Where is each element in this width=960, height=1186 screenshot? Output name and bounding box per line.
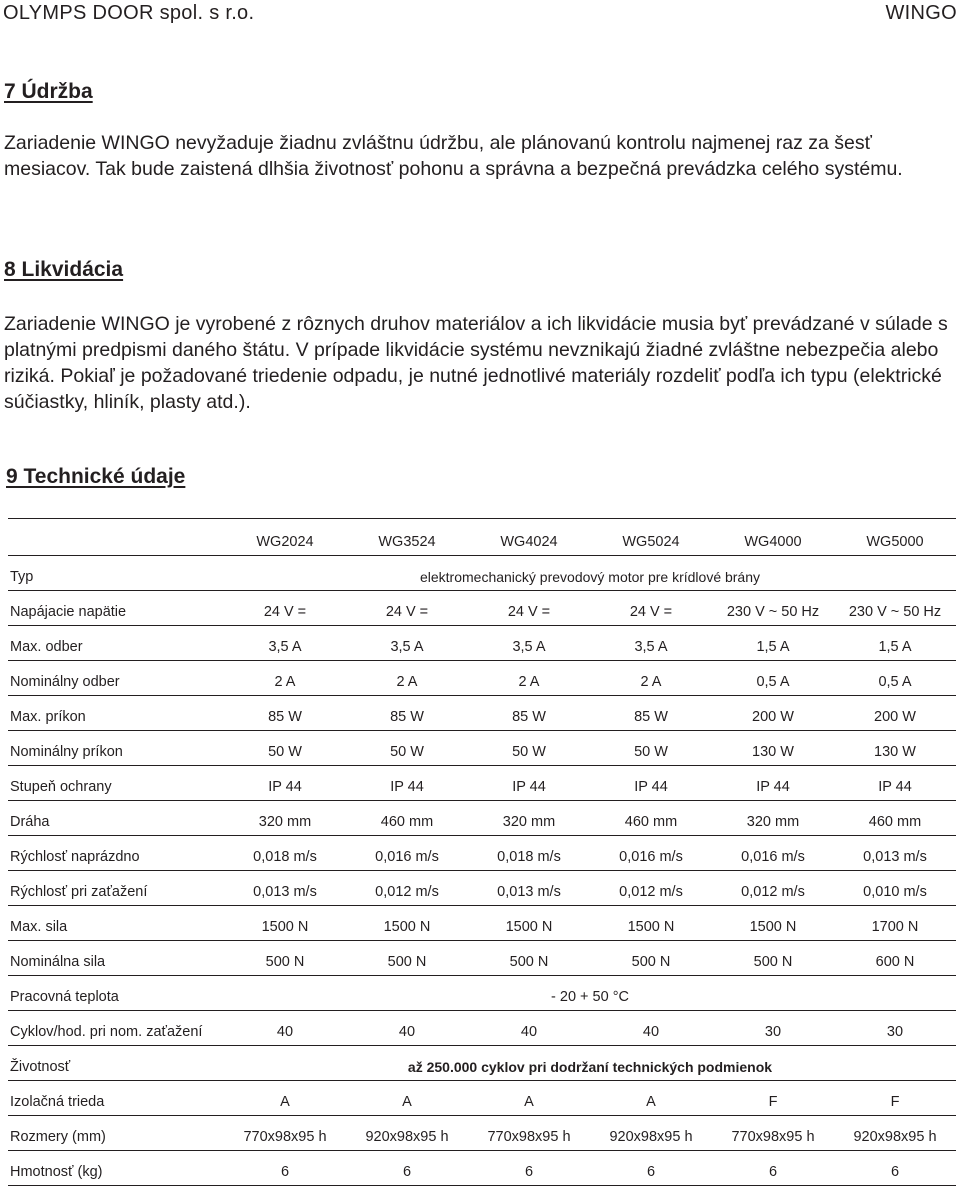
table-cell: 920x98x95 h	[346, 1116, 468, 1151]
table-cell: 500 N	[468, 941, 590, 976]
table-cell: 500 N	[346, 941, 468, 976]
table-row	[8, 766, 956, 801]
table-cell: 40	[590, 1011, 712, 1046]
table-row	[8, 1116, 956, 1151]
table-cell: IP 44	[224, 766, 346, 801]
table-cell: 0,016 m/s	[712, 836, 834, 871]
table-cell: 770x98x95 h	[712, 1116, 834, 1151]
table-cell: 2 A	[590, 661, 712, 696]
table-cell: 320 mm	[712, 801, 834, 836]
table-cell: 40	[224, 1011, 346, 1046]
table-cell: 0,013 m/s	[834, 836, 956, 871]
table-cell: 130 W	[834, 731, 956, 766]
table-cell: 0,016 m/s	[590, 836, 712, 871]
table-cell: 85 W	[468, 696, 590, 731]
table-cell: 1700 N	[834, 906, 956, 941]
row-label: Max. odber	[8, 626, 224, 661]
table-cell: 0,013 m/s	[468, 871, 590, 906]
company-name: OLYMPS DOOR spol. s r.o.	[3, 2, 255, 24]
table-cell: 24 V =	[224, 591, 346, 626]
table-cell: 6	[834, 1151, 956, 1186]
table-cell: 85 W	[224, 696, 346, 731]
table-row	[8, 556, 956, 591]
table-cell: 3,5 A	[224, 626, 346, 661]
table-cell: 460 mm	[346, 801, 468, 836]
spanning-value: elektromechanický prevodový motor pre krídlové brány	[224, 556, 956, 591]
table-row	[8, 976, 956, 1011]
model-cell: WG4000	[712, 519, 834, 556]
header-empty-cell	[8, 519, 224, 556]
table-cell: IP 44	[590, 766, 712, 801]
table-row	[8, 661, 956, 696]
product-name: WINGO	[885, 2, 957, 24]
table-row	[8, 906, 956, 941]
table-cell: 200 W	[834, 696, 956, 731]
table-row	[8, 731, 956, 766]
table-cell: 600 N	[834, 941, 956, 976]
row-label: Stupeň ochrany	[8, 766, 224, 801]
table-cell: IP 44	[346, 766, 468, 801]
table-row	[8, 941, 956, 976]
model-cell: WG3524	[346, 519, 468, 556]
row-label: Max. príkon	[8, 696, 224, 731]
table-cell: IP 44	[834, 766, 956, 801]
table-cell: 50 W	[590, 731, 712, 766]
table-cell: 1,5 A	[712, 626, 834, 661]
table-cell: 230 V ~ 50 Hz	[712, 591, 834, 626]
table-cell: 30	[712, 1011, 834, 1046]
table-cell: 1500 N	[590, 906, 712, 941]
table-cell: A	[224, 1081, 346, 1116]
table-cell: 1500 N	[224, 906, 346, 941]
row-label: Napájacie napätie	[8, 591, 224, 626]
table-cell: 0,010 m/s	[834, 871, 956, 906]
table-cell: 1,5 A	[834, 626, 956, 661]
model-cell: WG5024	[590, 519, 712, 556]
table-cell: 500 N	[590, 941, 712, 976]
table-cell: 500 N	[712, 941, 834, 976]
table-cell: 85 W	[590, 696, 712, 731]
row-label: Nominálna sila	[8, 941, 224, 976]
table-cell: 770x98x95 h	[224, 1116, 346, 1151]
table-cell: 24 V =	[468, 591, 590, 626]
table-row	[8, 871, 956, 906]
table-cell: IP 44	[468, 766, 590, 801]
table-cell: 2 A	[346, 661, 468, 696]
row-label: Rýchlosť naprázdno	[8, 836, 224, 871]
table-cell: A	[468, 1081, 590, 1116]
table-cell: 6	[712, 1151, 834, 1186]
page-header	[0, 0, 960, 30]
table-cell: 2 A	[468, 661, 590, 696]
section-8-title: 8 Likvidácia	[4, 258, 124, 281]
table-cell: 1500 N	[712, 906, 834, 941]
table-row	[8, 1046, 956, 1081]
spanning-value: - 20 + 50 °C	[224, 976, 956, 1011]
table-cell: 230 V ~ 50 Hz	[834, 591, 956, 626]
table-cell: 320 mm	[468, 801, 590, 836]
table-cell: 3,5 A	[346, 626, 468, 661]
table-cell: 0,012 m/s	[346, 871, 468, 906]
table-cell: 0,5 A	[712, 661, 834, 696]
table-cell: 50 W	[468, 731, 590, 766]
table-cell: 770x98x95 h	[468, 1116, 590, 1151]
row-label: Max. sila	[8, 906, 224, 941]
table-row	[8, 1151, 956, 1186]
row-label: Izolačná trieda	[8, 1081, 224, 1116]
technical-data-table	[8, 518, 956, 1186]
table-cell: 2 A	[224, 661, 346, 696]
table-cell: 0,012 m/s	[712, 871, 834, 906]
spanning-value: až 250.000 cyklov pri dodržaní technických podmienok	[224, 1046, 956, 1081]
table-cell: 320 mm	[224, 801, 346, 836]
section-7-text: Zariadenie WINGO nevyžaduje žiadnu zvláštnu údržbu, ale plánovanú kontrolu najmenej raz za šesť mesiacov. Tak bude zaistená dlhšia životnosť pohonu a správna a bezpečná prevádzka celého systému.	[4, 132, 903, 180]
section-8-text: Zariadenie WINGO je vyrobené z rôznych druhov materiálov a ich likvidácie musia byť prevádzané v súlade s platnými predpismi daného štátu. V prípade likvidácie systému nevznikajú žiadné zvláštne nebezpečia alebo riziká. Pokiaľ je požadované triedenie odpadu, je nutné jednotlivé materiály rozdeliť podľa ich typu (elektrické súčiastky, hliník, plasty atd.).	[4, 313, 948, 413]
row-label: Cyklov/hod. pri nom. zaťažení	[8, 1011, 224, 1046]
model-cell: WG4024	[468, 519, 590, 556]
table-row	[8, 591, 956, 626]
table-cell: IP 44	[712, 766, 834, 801]
table-cell: 24 V =	[346, 591, 468, 626]
model-cell: WG2024	[224, 519, 346, 556]
table-cell: A	[590, 1081, 712, 1116]
table-cell: 920x98x95 h	[834, 1116, 956, 1151]
table-cell: 920x98x95 h	[590, 1116, 712, 1151]
table-cell: 6	[468, 1151, 590, 1186]
table-row	[8, 836, 956, 871]
table-cell: 0,018 m/s	[468, 836, 590, 871]
row-label: Životnosť	[8, 1046, 224, 1081]
table-cell: A	[346, 1081, 468, 1116]
table-cell: 40	[346, 1011, 468, 1046]
table-row	[8, 696, 956, 731]
table-cell: 24 V =	[590, 591, 712, 626]
section-9-title: 9 Technické údaje	[6, 465, 186, 488]
table-cell: 6	[346, 1151, 468, 1186]
table-row	[8, 801, 956, 836]
row-label: Hmotnosť (kg)	[8, 1151, 224, 1186]
row-label: Pracovná teplota	[8, 976, 224, 1011]
table-cell: 1500 N	[346, 906, 468, 941]
table-cell: 0,5 A	[834, 661, 956, 696]
table-cell: F	[712, 1081, 834, 1116]
table-cell: 0,018 m/s	[224, 836, 346, 871]
row-label: Rýchlosť pri zaťažení	[8, 871, 224, 906]
table-cell: 130 W	[712, 731, 834, 766]
table-cell: 0,016 m/s	[346, 836, 468, 871]
table-cell: F	[834, 1081, 956, 1116]
table-cell: 85 W	[346, 696, 468, 731]
table-cell: 460 mm	[834, 801, 956, 836]
table-cell: 50 W	[346, 731, 468, 766]
table-cell: 6	[590, 1151, 712, 1186]
table-row	[8, 1081, 956, 1116]
row-label: Rozmery (mm)	[8, 1116, 224, 1151]
table-row	[8, 626, 956, 661]
section-7-title: 7 Údržba	[4, 80, 93, 103]
table-cell: 0,012 m/s	[590, 871, 712, 906]
table-cell: 50 W	[224, 731, 346, 766]
table-row	[8, 1011, 956, 1046]
table-cell: 30	[834, 1011, 956, 1046]
row-label: Typ	[8, 556, 224, 591]
table-cell: 460 mm	[590, 801, 712, 836]
row-label: Nominálny odber	[8, 661, 224, 696]
table-cell: 0,013 m/s	[224, 871, 346, 906]
table-cell: 40	[468, 1011, 590, 1046]
table-cell: 6	[224, 1151, 346, 1186]
table-cell: 1500 N	[468, 906, 590, 941]
table-cell: 3,5 A	[590, 626, 712, 661]
table-cell: 200 W	[712, 696, 834, 731]
row-label: Dráha	[8, 801, 224, 836]
table-cell: 500 N	[224, 941, 346, 976]
table-header-row	[8, 519, 956, 556]
row-label: Nominálny príkon	[8, 731, 224, 766]
model-cell: WG5000	[834, 519, 956, 556]
table-cell: 3,5 A	[468, 626, 590, 661]
